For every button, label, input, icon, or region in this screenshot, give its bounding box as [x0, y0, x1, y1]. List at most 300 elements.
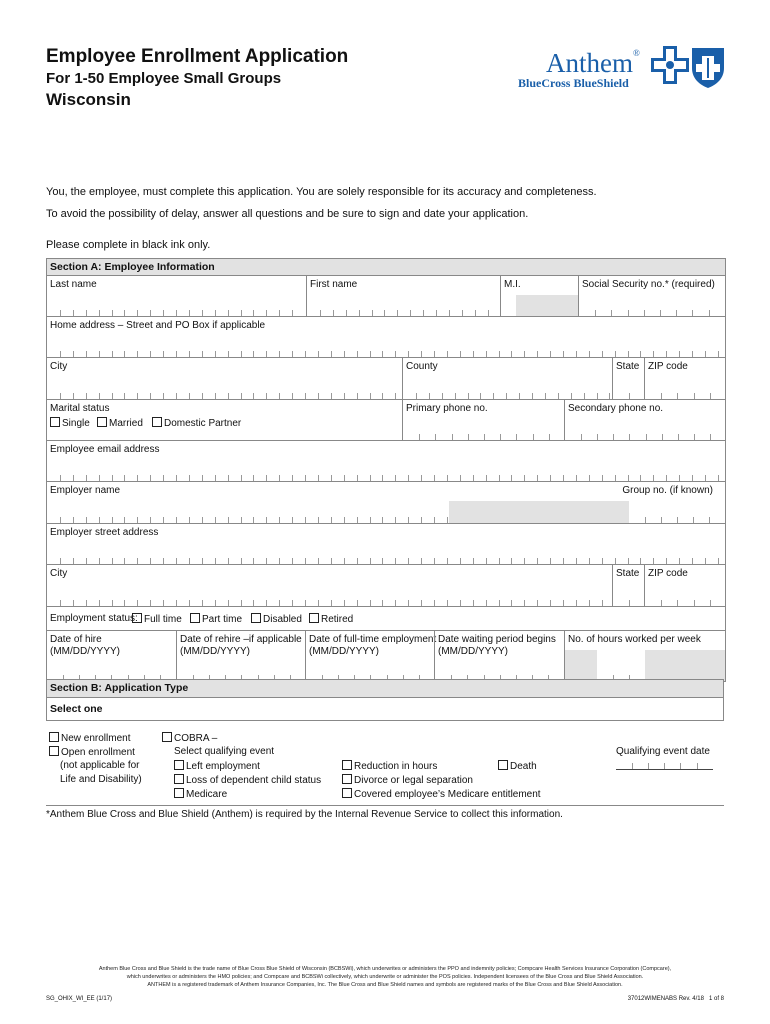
medicare-checkbox[interactable]	[174, 788, 184, 798]
part-time-option[interactable]: Part time	[190, 613, 242, 625]
employer-name-field[interactable]	[47, 482, 449, 523]
comb-tick	[331, 351, 332, 357]
comb-tick	[279, 475, 280, 481]
comb-tick	[357, 351, 358, 357]
date-waiting-label: Date waiting period begins (MM/DD/YYYY)	[438, 634, 556, 657]
comb-tick	[344, 517, 345, 523]
comb-tick	[292, 517, 293, 523]
comb-tick	[408, 600, 409, 606]
comb-tick	[60, 517, 61, 523]
comb-tick	[137, 351, 138, 357]
comb-tick	[629, 434, 630, 440]
select-event-label: Select qualifying event	[174, 746, 275, 757]
comb-tick	[86, 393, 87, 399]
state-field[interactable]	[612, 358, 645, 399]
left-employment-option[interactable]: Left employment	[174, 760, 260, 772]
comb-tick	[357, 517, 358, 523]
comb-tick	[640, 558, 641, 564]
retired-checkbox[interactable]	[309, 613, 319, 623]
first-name-field[interactable]	[306, 276, 501, 316]
comb-tick	[318, 475, 319, 481]
group-no-label: Group no. (if known)	[622, 485, 713, 496]
comb-tick	[629, 393, 630, 399]
comb-tick	[468, 434, 469, 440]
death-option[interactable]: Death	[498, 760, 537, 772]
county-field[interactable]	[402, 358, 613, 399]
comb-tick	[677, 517, 678, 523]
open-enrollment-option[interactable]: Open enrollment	[49, 746, 135, 758]
married-checkbox[interactable]	[97, 417, 107, 427]
single-option[interactable]: Single	[50, 417, 90, 429]
comb-tick	[99, 393, 100, 399]
comb-tick	[382, 600, 383, 606]
qualifying-date-input[interactable]	[616, 759, 713, 770]
comb-tick	[202, 517, 203, 523]
comb-tick	[137, 393, 138, 399]
date-full-time-label: Date of full-time employment (MM/DD/YYYY)	[309, 634, 437, 657]
comb-tick	[99, 310, 100, 316]
blue-cross-icon	[651, 46, 689, 84]
last-name-label: Last name	[50, 279, 97, 290]
comb-tick	[602, 558, 603, 564]
comb-tick	[563, 475, 564, 481]
hours-worked-label: No. of hours worked per week	[568, 634, 701, 645]
secondary-phone-label: Secondary phone no.	[568, 403, 664, 414]
comb-tick	[537, 351, 538, 357]
comb-tick	[648, 763, 649, 769]
comb-tick	[662, 434, 663, 440]
comb-tick	[357, 393, 358, 399]
comb-tick	[241, 600, 242, 606]
comb-tick	[215, 475, 216, 481]
page-subtitle: For 1-50 Employee Small Groups	[46, 70, 282, 87]
comb-tick	[395, 475, 396, 481]
comb-tick	[511, 475, 512, 481]
comb-tick	[241, 351, 242, 357]
ssn-footnote: *Anthem Blue Cross and Blue Shield (Anthem) is required by the Internal Revenue Service to collect this information.	[46, 809, 563, 820]
comb-tick	[680, 763, 681, 769]
comb-tick	[408, 475, 409, 481]
comb-tick	[228, 517, 229, 523]
comb-tick	[73, 517, 74, 523]
comb-tick	[215, 351, 216, 357]
full-time-checkbox[interactable]	[132, 613, 142, 623]
comb-tick	[215, 393, 216, 399]
comb-tick	[266, 393, 267, 399]
employment-status-row	[47, 607, 725, 631]
comb-tick	[532, 393, 533, 399]
hours-worked-field[interactable]	[564, 631, 725, 681]
comb-tick	[320, 310, 321, 316]
comb-tick	[499, 351, 500, 357]
middle-initial-field[interactable]	[500, 276, 579, 316]
comb-tick	[346, 310, 347, 316]
medicare-option[interactable]: Medicare	[174, 788, 227, 800]
comb-tick	[460, 558, 461, 564]
comb-tick	[653, 351, 654, 357]
comb-tick	[228, 558, 229, 564]
comb-tick	[228, 310, 229, 316]
cobra-option[interactable]: COBRA –	[162, 732, 217, 744]
comb-tick	[602, 475, 603, 481]
employer-row	[47, 482, 725, 524]
section-a-header: Section A: Employee Information	[47, 259, 725, 276]
comb-tick	[112, 558, 113, 564]
marital-phone-row	[47, 400, 725, 441]
zip-label: ZIP code	[648, 361, 688, 372]
divorce-option[interactable]: Divorce or legal separation	[342, 774, 473, 786]
comb-tick	[279, 393, 280, 399]
comb-tick	[176, 558, 177, 564]
reduction-hours-checkbox[interactable]	[342, 760, 352, 770]
comb-tick	[653, 558, 654, 564]
comb-tick	[597, 434, 598, 440]
comb-tick	[537, 475, 538, 481]
comb-tick	[150, 310, 151, 316]
comb-tick	[163, 351, 164, 357]
comb-tick	[73, 600, 74, 606]
comb-tick	[215, 310, 216, 316]
comb-tick	[73, 393, 74, 399]
comb-tick	[410, 310, 411, 316]
comb-tick	[266, 351, 267, 357]
comb-tick	[305, 600, 306, 606]
comb-tick	[455, 393, 456, 399]
covered-medicare-option[interactable]: Covered employee’s Medicare entitlement	[342, 788, 541, 800]
comb-tick	[558, 393, 559, 399]
employment-status-label: Employment status:	[50, 613, 138, 624]
comb-tick	[344, 558, 345, 564]
comb-tick	[279, 558, 280, 564]
comb-tick	[460, 351, 461, 357]
comb-tick	[370, 600, 371, 606]
comb-tick	[718, 475, 719, 481]
primary-phone-label: Primary phone no.	[406, 403, 488, 414]
comb-tick	[163, 475, 164, 481]
last-name-field[interactable]	[47, 276, 306, 316]
anthem-logo	[518, 46, 726, 92]
comb-tick	[429, 393, 430, 399]
section-b	[46, 679, 724, 806]
comb-tick	[86, 558, 87, 564]
left-employment-checkbox[interactable]	[174, 760, 184, 770]
date-full-time-field[interactable]	[305, 631, 435, 681]
comb-tick	[677, 600, 678, 606]
comb-tick	[449, 310, 450, 316]
employer-city-row	[47, 565, 725, 607]
comb-tick	[357, 600, 358, 606]
comb-tick	[486, 475, 487, 481]
comb-tick	[372, 310, 373, 316]
date-of-hire-field[interactable]	[47, 631, 176, 681]
comb-tick	[137, 558, 138, 564]
comb-tick	[382, 475, 383, 481]
comb-tick	[176, 351, 177, 357]
comb-tick	[60, 475, 61, 481]
comb-tick	[666, 558, 667, 564]
comb-tick	[253, 475, 254, 481]
comb-tick	[279, 351, 280, 357]
comb-tick	[506, 393, 507, 399]
comb-tick	[202, 310, 203, 316]
comb-tick	[124, 393, 125, 399]
comb-tick	[397, 310, 398, 316]
state-label: State	[616, 361, 640, 372]
comb-tick	[137, 600, 138, 606]
date-of-rehire-label: Date of rehire –if applicable (MM/DD/YYYY)	[180, 634, 302, 657]
comb-tick	[112, 310, 113, 316]
domestic-partner-checkbox[interactable]	[152, 417, 162, 427]
comb-tick	[253, 310, 254, 316]
email-field[interactable]	[47, 441, 725, 482]
comb-tick	[629, 600, 630, 606]
employer-state-field[interactable]	[612, 565, 645, 606]
comb-tick	[718, 558, 719, 564]
comb-tick	[519, 393, 520, 399]
employer-zip-label: ZIP code	[648, 568, 688, 579]
comb-tick	[370, 351, 371, 357]
comb-tick	[419, 434, 420, 440]
comb-tick	[524, 475, 525, 481]
comb-tick	[436, 310, 437, 316]
comb-tick	[705, 475, 706, 481]
comb-tick	[550, 351, 551, 357]
comb-tick	[124, 600, 125, 606]
comb-tick	[613, 434, 614, 440]
city-field[interactable]	[47, 358, 402, 399]
comb-tick	[99, 600, 100, 606]
comb-tick	[60, 351, 61, 357]
comb-tick	[253, 393, 254, 399]
comb-tick	[344, 475, 345, 481]
comb-tick	[124, 351, 125, 357]
name-row	[47, 276, 725, 317]
disabled-option[interactable]: Disabled	[251, 613, 302, 625]
comb-tick	[318, 393, 319, 399]
logo-wordmark: Anthem®	[546, 48, 640, 78]
comb-tick	[549, 434, 550, 440]
comb-tick	[395, 558, 396, 564]
select-one-label: Select one	[46, 698, 724, 721]
employer-zip-field[interactable]	[644, 565, 725, 606]
part-time-checkbox[interactable]	[190, 613, 200, 623]
comb-tick	[537, 600, 538, 606]
open-enrollment-checkbox[interactable]	[49, 746, 59, 756]
comb-tick	[550, 558, 551, 564]
zip-field[interactable]	[644, 358, 725, 399]
comb-tick	[615, 558, 616, 564]
comb-tick	[660, 310, 661, 316]
death-checkbox[interactable]	[498, 760, 508, 770]
comb-tick	[202, 475, 203, 481]
comb-tick	[357, 558, 358, 564]
comb-tick	[661, 600, 662, 606]
comb-tick	[421, 351, 422, 357]
comb-tick	[253, 600, 254, 606]
comb-tick	[202, 600, 203, 606]
page-number: 1 of 8	[708, 996, 724, 1002]
comb-tick	[677, 393, 678, 399]
comb-tick	[318, 517, 319, 523]
comb-tick	[215, 517, 216, 523]
single-checkbox[interactable]	[50, 417, 60, 427]
comb-tick	[524, 351, 525, 357]
comb-tick	[60, 600, 61, 606]
date-waiting-field[interactable]	[434, 631, 565, 681]
loss-dependent-option[interactable]: Loss of dependent child status	[174, 774, 321, 786]
comb-tick	[615, 351, 616, 357]
comb-tick	[434, 351, 435, 357]
comb-tick	[292, 351, 293, 357]
comb-tick	[661, 393, 662, 399]
marital-status-label: Marital status	[50, 403, 110, 414]
comb-tick	[112, 393, 113, 399]
first-name-label: First name	[310, 279, 358, 290]
comb-tick	[563, 351, 564, 357]
disabled-checkbox[interactable]	[251, 613, 261, 623]
comb-tick	[279, 600, 280, 606]
comb-tick	[266, 475, 267, 481]
covered-medicare-checkbox[interactable]	[342, 788, 352, 798]
comb-tick	[279, 310, 280, 316]
comb-tick	[279, 517, 280, 523]
comb-tick	[486, 351, 487, 357]
comb-tick	[645, 517, 646, 523]
comb-tick	[86, 517, 87, 523]
comb-tick	[460, 475, 461, 481]
comb-tick	[292, 558, 293, 564]
comb-tick	[537, 558, 538, 564]
ssn-field[interactable]	[578, 276, 725, 316]
comb-tick	[447, 351, 448, 357]
comb-tick	[640, 475, 641, 481]
comb-tick	[370, 475, 371, 481]
comb-tick	[640, 351, 641, 357]
comb-tick	[99, 351, 100, 357]
mi-label: M.I.	[504, 279, 521, 290]
secondary-phone-field[interactable]	[564, 400, 725, 440]
loss-dependent-checkbox[interactable]	[174, 774, 184, 784]
cobra-checkbox[interactable]	[162, 732, 172, 742]
page-state: Wisconsin	[46, 90, 131, 109]
comb-tick	[150, 475, 151, 481]
comb-tick	[709, 310, 710, 316]
comb-tick	[694, 434, 695, 440]
comb-tick	[318, 558, 319, 564]
comb-tick	[150, 517, 151, 523]
comb-tick	[176, 600, 177, 606]
full-time-option[interactable]: Full time	[132, 613, 182, 625]
comb-tick	[150, 558, 151, 564]
comb-tick	[447, 475, 448, 481]
group-no-field[interactable]	[449, 482, 725, 523]
employer-street-field[interactable]	[47, 524, 725, 565]
new-enrollment-option[interactable]: New enrollment	[49, 732, 130, 744]
comb-tick	[305, 558, 306, 564]
comb-tick	[628, 351, 629, 357]
home-address-field[interactable]	[47, 317, 725, 358]
new-enrollment-checkbox[interactable]	[49, 732, 59, 742]
comb-tick	[628, 558, 629, 564]
divorce-checkbox[interactable]	[342, 774, 352, 784]
comb-tick	[253, 558, 254, 564]
comb-tick	[112, 351, 113, 357]
primary-phone-field[interactable]	[402, 400, 565, 440]
employer-city-field[interactable]	[47, 565, 612, 606]
comb-tick	[486, 558, 487, 564]
retired-option[interactable]: Retired	[309, 613, 353, 625]
comb-tick	[499, 600, 500, 606]
comb-tick	[581, 434, 582, 440]
comb-tick	[331, 558, 332, 564]
comb-tick	[589, 600, 590, 606]
comb-tick	[112, 517, 113, 523]
date-of-rehire-field[interactable]	[176, 631, 306, 681]
ssn-label: Social Security no.* (required)	[582, 279, 715, 290]
comb-tick	[241, 517, 242, 523]
comb-tick	[666, 351, 667, 357]
comb-tick	[602, 351, 603, 357]
open-enrollment-note-2: Life and Disability)	[60, 774, 142, 785]
comb-tick	[434, 600, 435, 606]
legal-line-3: ANTHEM is a registered trademark of Anthem Insurance Companies, Inc. The Blue Cross and Blue Shield names and symbols are registered marks of the Blue Cross and Blue Shield Association.	[147, 982, 623, 988]
domestic-partner-option[interactable]: Domestic Partner	[152, 417, 241, 429]
comb-tick	[692, 475, 693, 481]
comb-tick	[423, 310, 424, 316]
comb-tick	[176, 310, 177, 316]
comb-tick	[615, 475, 616, 481]
married-option[interactable]: Married	[97, 417, 143, 429]
comb-tick	[447, 558, 448, 564]
reduction-hours-option[interactable]: Reduction in hours	[342, 760, 437, 772]
comb-tick	[416, 393, 417, 399]
comb-tick	[697, 763, 698, 769]
page-title: Employee Enrollment Application	[46, 46, 349, 67]
comb-tick	[137, 310, 138, 316]
comb-tick	[215, 600, 216, 606]
open-enrollment-note-1: (not applicable for	[60, 760, 140, 771]
comb-tick	[460, 600, 461, 606]
comb-tick	[473, 351, 474, 357]
comb-tick	[124, 517, 125, 523]
city-row	[47, 358, 725, 400]
comb-tick	[589, 351, 590, 357]
comb-tick	[421, 475, 422, 481]
comb-tick	[468, 393, 469, 399]
comb-tick	[305, 351, 306, 357]
comb-tick	[73, 558, 74, 564]
comb-tick	[609, 393, 610, 399]
comb-tick	[710, 393, 711, 399]
comb-tick	[305, 393, 306, 399]
comb-tick	[395, 393, 396, 399]
comb-tick	[408, 558, 409, 564]
comb-tick	[202, 558, 203, 564]
comb-tick	[644, 310, 645, 316]
comb-tick	[571, 393, 572, 399]
county-label: County	[406, 361, 438, 372]
comb-tick	[473, 558, 474, 564]
comb-tick	[550, 600, 551, 606]
comb-tick	[228, 475, 229, 481]
comb-tick	[395, 517, 396, 523]
comb-tick	[661, 517, 662, 523]
comb-tick	[576, 475, 577, 481]
comb-tick	[452, 434, 453, 440]
employer-name-label: Employer name	[50, 485, 121, 496]
comb-tick	[710, 600, 711, 606]
comb-tick	[516, 434, 517, 440]
